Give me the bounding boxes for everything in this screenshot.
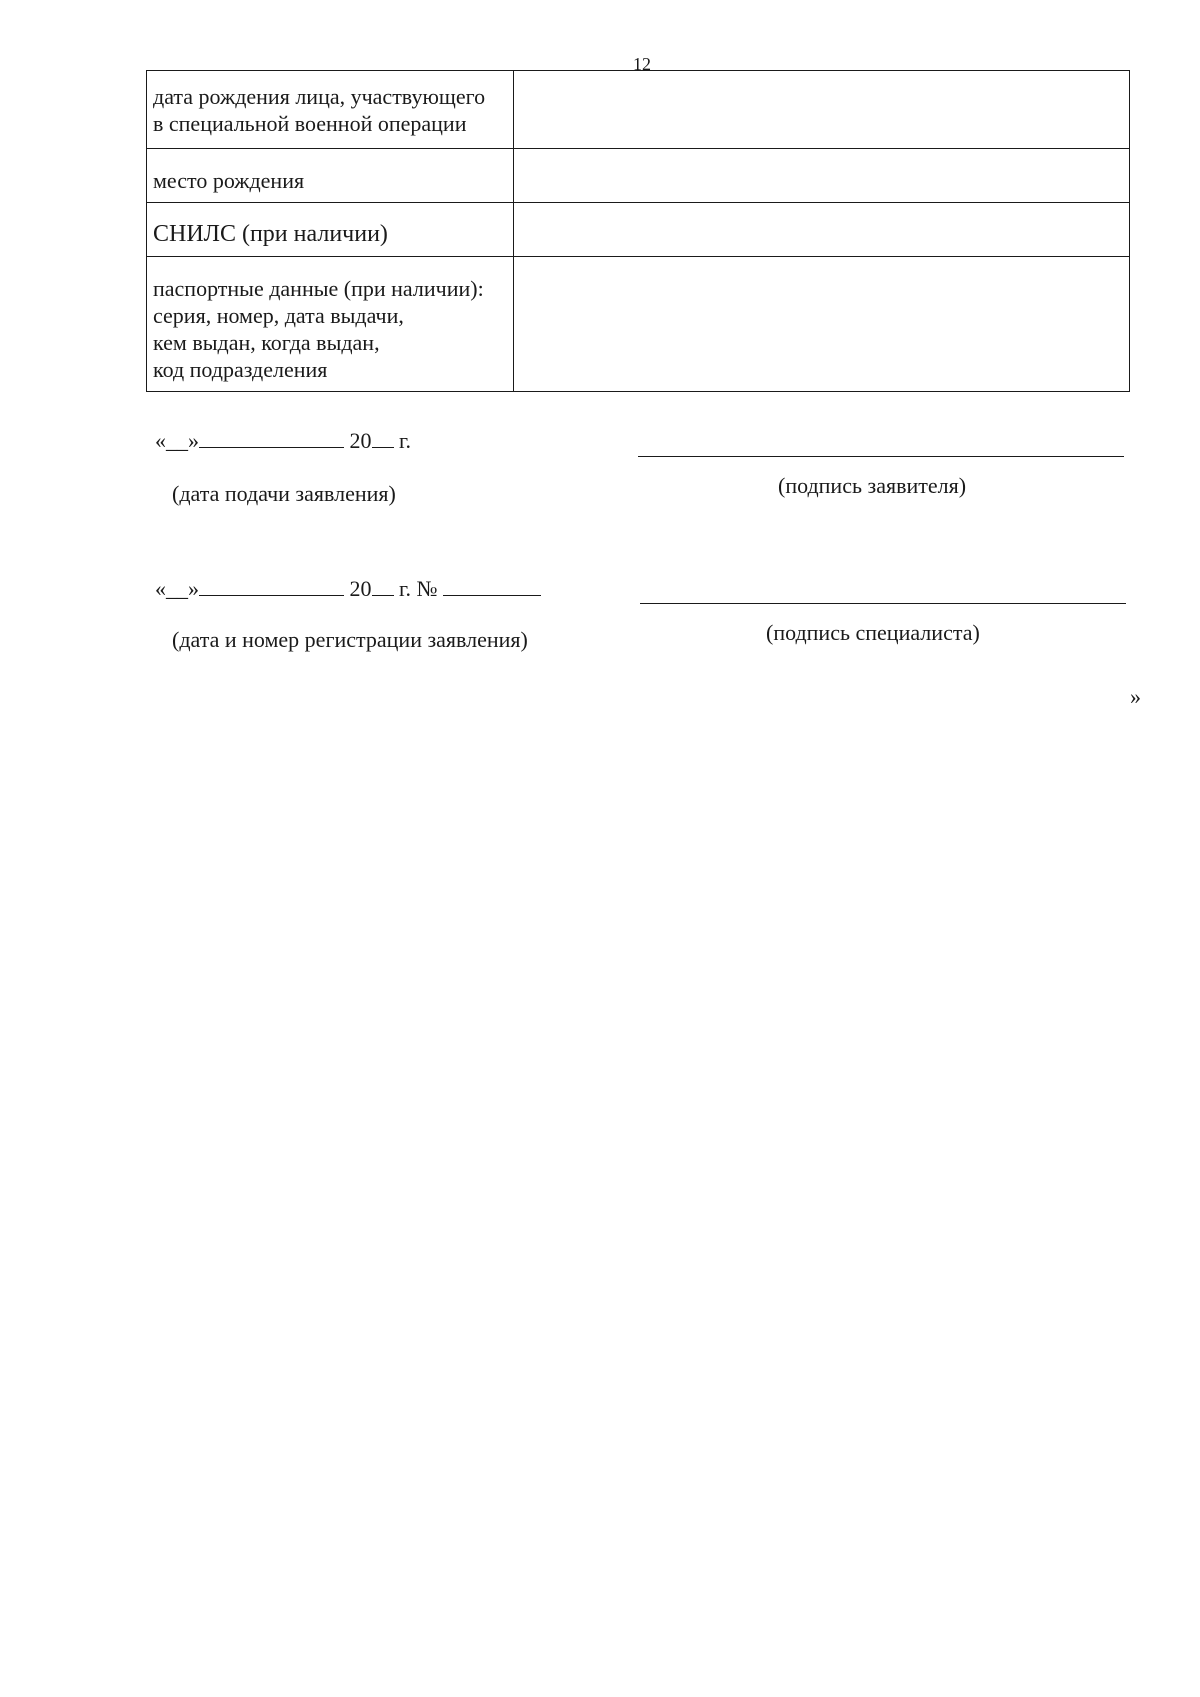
registration-month-field[interactable] — [199, 577, 344, 596]
registration-number-field[interactable] — [443, 577, 541, 596]
specialist-signature-line[interactable] — [640, 603, 1126, 604]
label-snils: СНИЛС (при наличии) — [147, 203, 514, 257]
closing-quote-mark: » — [1130, 684, 1141, 709]
application-date-caption: (дата подачи заявления) — [172, 481, 396, 506]
field-passport[interactable] — [514, 257, 1130, 392]
field-birth-date[interactable] — [514, 71, 1130, 149]
application-month-field[interactable] — [199, 429, 344, 448]
label-birth-place: место рождения — [147, 149, 514, 203]
application-day-field[interactable]: __ — [166, 428, 188, 453]
application-year-field[interactable] — [372, 429, 394, 448]
label-birth-date: дата рождения лица, участвующего в специальной военной операции — [147, 71, 514, 149]
applicant-signature-line[interactable] — [638, 456, 1124, 457]
field-snils[interactable] — [514, 203, 1130, 257]
registration-caption: (дата и номер регистрации заявления) — [172, 627, 528, 652]
applicant-signature-caption: (подпись заявителя) — [778, 473, 967, 498]
page-number: 12 — [633, 54, 651, 74]
applicant-data-table — [146, 70, 1130, 392]
field-birth-place[interactable] — [514, 149, 1130, 203]
table-row-passport — [147, 257, 1130, 392]
table-row-birth-place — [147, 149, 1130, 203]
specialist-signature-caption: (подпись специалиста) — [766, 620, 980, 645]
table-row-snils — [147, 203, 1130, 257]
label-passport: паспортные данные (при наличии): серия, номер, дата выдачи, кем выдан, когда выдан, код подразделения — [147, 257, 514, 392]
registration-day-field[interactable]: __ — [166, 576, 188, 601]
table-row-birth-date — [147, 71, 1130, 149]
application-date-line: «__» 20 г. — [155, 428, 412, 453]
registration-date-line: «__» 20 г. № — [155, 576, 541, 602]
registration-year-field[interactable] — [372, 577, 394, 596]
